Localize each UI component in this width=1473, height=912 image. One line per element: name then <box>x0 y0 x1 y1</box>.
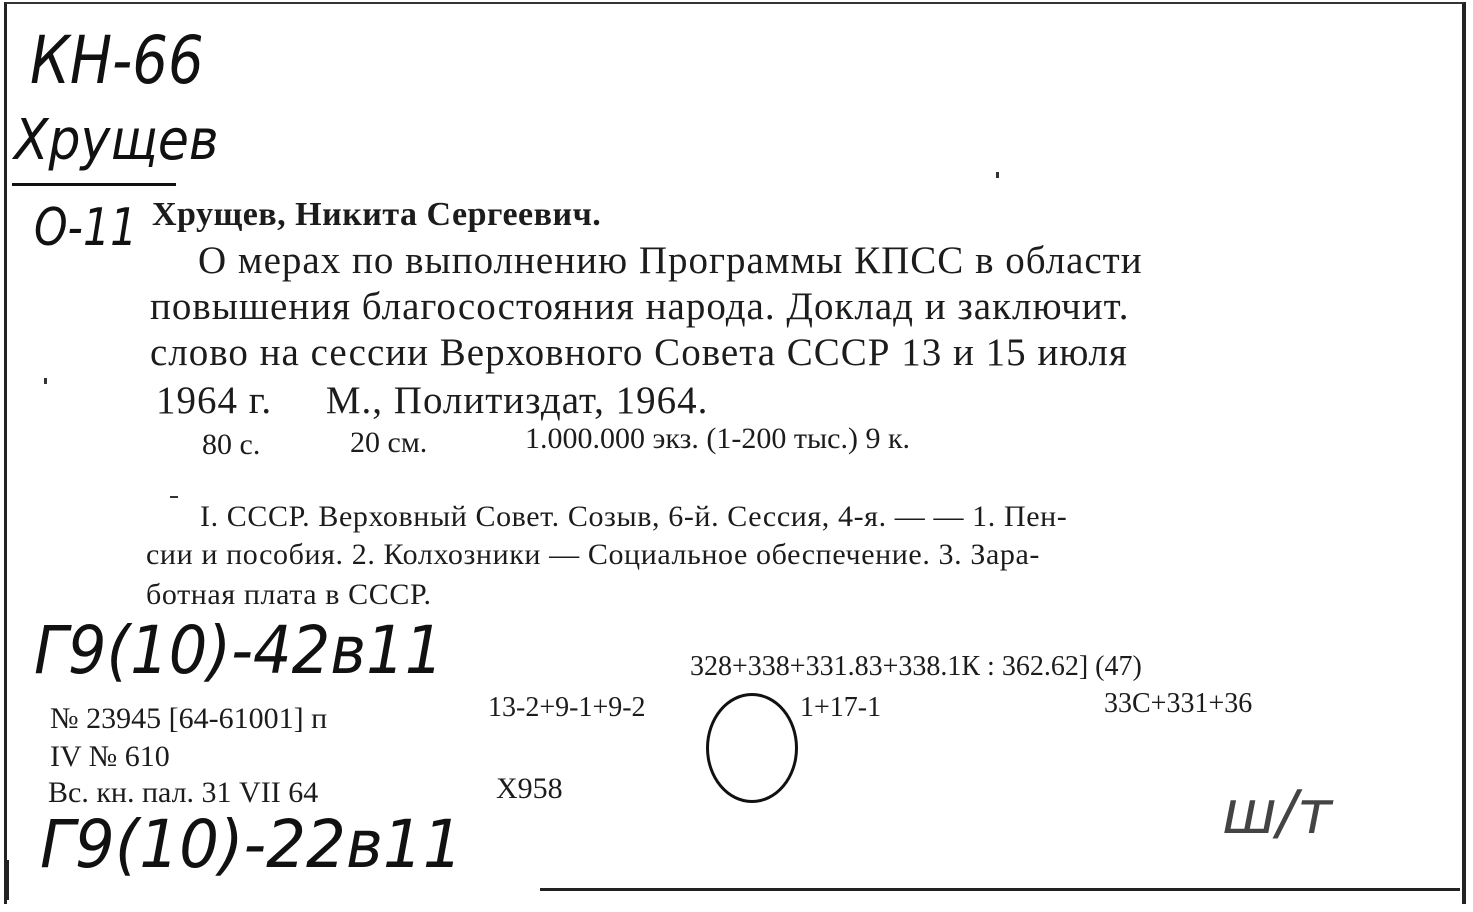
subject-line-2: сии и пособия. 2. Колхозники — Социальное обеспечение. 3. Зара- <box>146 538 1040 571</box>
size: 20 см. <box>350 426 428 459</box>
title-line-4: 1964 г. М., Политиздат, 1964. <box>156 379 709 422</box>
handwritten-code: КН-66 <box>30 22 204 99</box>
udc-line-2-left: 13-2+9-1+9-2 <box>488 692 646 723</box>
subject-line-3: ботная плата в СССР. <box>146 578 432 611</box>
udc-line-3: 33С+331+36 <box>1104 688 1253 719</box>
author-heading: Хрущев, Никита Сергеевич. <box>152 196 602 233</box>
title-line-3: слово на сессии Верховного Совета СССР 13 и 15 июля <box>150 331 1128 374</box>
title-line-2: повышения благосостояния народа. Доклад и заключит. <box>150 285 1130 328</box>
udc-line-2-right: 1+17-1 <box>800 692 882 723</box>
handwritten-class-mark-2: Г9(10)-22в11 <box>40 806 463 883</box>
card-edge <box>540 888 1460 891</box>
registry-chamber: Вс. кн. пал. 31 VII 64 <box>48 776 319 809</box>
handwritten-surname: Хрущев <box>14 108 219 173</box>
handwritten-underline <box>12 183 176 186</box>
subject-line-1: I. СССР. Верховный Совет. Созыв, 6-й. Сессия, 4-я. — — 1. Пен- <box>200 500 1068 533</box>
handwritten-class-mark-1: Г9(10)-42в11 <box>34 612 444 689</box>
speck <box>996 172 999 178</box>
registry-series: IV № 610 <box>50 740 170 773</box>
title-line-1: О мерах по выполнению Программы КПСС в области <box>198 239 1143 282</box>
handwritten-corner-note: ш/т <box>1222 778 1333 848</box>
speck <box>44 378 47 384</box>
pages: 80 с. <box>202 428 261 461</box>
registry-code: Х958 <box>496 772 563 805</box>
card-edge-left <box>6 860 9 900</box>
registry-number: № 23945 [64-61001] п <box>50 702 328 735</box>
handwritten-index: О-11 <box>34 198 138 258</box>
copies: 1.000.000 экз. (1-200 тыс.) 9 к. <box>525 422 911 455</box>
udc-line-1: 328+338+331.83+338.1К : 362.62] (47) <box>690 651 1142 682</box>
speck <box>170 496 178 498</box>
circle-stamp <box>706 693 798 803</box>
